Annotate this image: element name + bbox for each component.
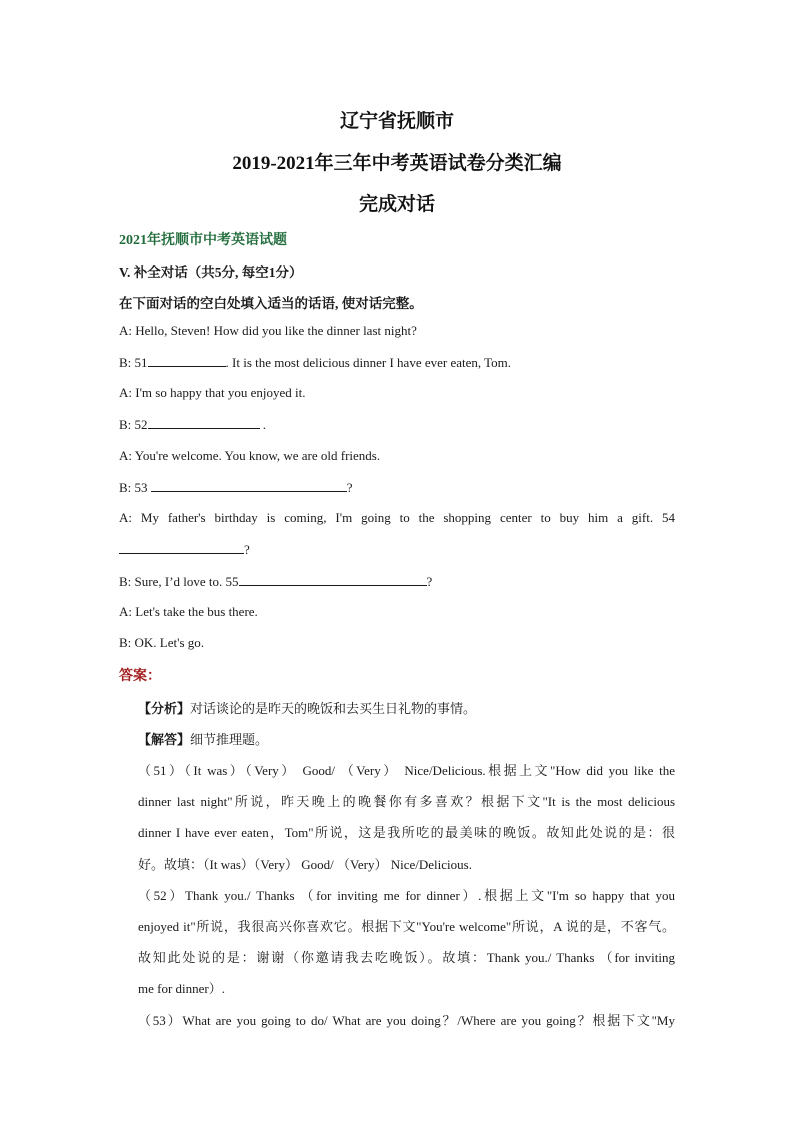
dialogue-line-8-rest: ? bbox=[244, 542, 250, 557]
dialogue-line-11: B: OK. Let's go. bbox=[119, 635, 205, 650]
blank-54 bbox=[119, 541, 244, 554]
solution-tag: 【解答】 bbox=[138, 732, 191, 747]
blank-53-label: B: 53 bbox=[119, 480, 151, 495]
answer-51-line-4: 好。故填：（It was）（Very） Good/ （Very） Nice/Delicious. bbox=[138, 857, 472, 872]
solution-text: 细节推理题。 bbox=[190, 732, 269, 747]
dialogue-line-10: A: Let's take the bus there. bbox=[119, 604, 258, 619]
answer-52-line-4: me for dinner）. bbox=[138, 981, 226, 996]
blank-53 bbox=[151, 479, 347, 492]
instruction-text: 在下面对话的空白处填入适当的话语, 使对话完整。 bbox=[119, 296, 423, 311]
blank-52 bbox=[148, 416, 260, 429]
dialogue-line-4-rest: . bbox=[259, 417, 267, 432]
blank-55-label: B: Sure, I’d love to. 55 bbox=[119, 574, 239, 589]
dialogue-line-6-rest: ? bbox=[346, 480, 353, 495]
answer-label: 答案： bbox=[119, 669, 161, 684]
answer-51-line-1: （51）（It was）（Very） Good/ （Very） Nice/Delicious.根据上文"How did you like the bbox=[138, 763, 675, 778]
blank-51 bbox=[148, 354, 226, 367]
answer-51-line-3: dinner I have ever eaten，Tom"所说，这是我所吃的最美味的晚饭。故知此处说的是：很 bbox=[138, 825, 675, 840]
analysis-tag: 【分析】 bbox=[138, 701, 191, 716]
page-title-region: 辽宁省抚顺市 bbox=[339, 111, 454, 132]
section-heading: V. 补全对话（共5分, 每空1分） bbox=[119, 265, 303, 280]
analysis-text: 对话谈论的是昨天的晚饭和去买生日礼物的事情。 bbox=[190, 701, 477, 716]
dialogue-line-2 bbox=[119, 354, 675, 371]
dialogue-line-3: A: I'm so happy that you enjoyed it. bbox=[119, 385, 306, 400]
answer-51-line-2: dinner last night"所说，昨天晚上的晚餐你有多喜欢？根据下文"It is the most delicious bbox=[138, 794, 675, 809]
dialogue-line-1: A: Hello, Steven! How did you like the dinner last night? bbox=[119, 323, 417, 338]
answer-52-line-1: （52）Thank you./ Thanks （for inviting me for dinner）.根据上文"I'm so happy that you bbox=[138, 888, 675, 903]
dialogue-line-8 bbox=[119, 541, 675, 558]
solution-line bbox=[138, 729, 675, 748]
blank-51-label: B: 51 bbox=[119, 355, 148, 370]
dialogue-line-9 bbox=[119, 573, 675, 590]
analysis-line bbox=[138, 698, 675, 717]
page-title-topic: 完成对话 bbox=[358, 194, 435, 215]
dialogue-line-4 bbox=[119, 416, 675, 433]
page-title-main: 2019-2021年三年中考英语试卷分类汇编 bbox=[232, 153, 562, 174]
year-heading: 2021年抚顺市中考英语试题 bbox=[119, 233, 287, 248]
dialogue-line-2-rest: . It is the most delicious dinner I have ever eaten, Tom. bbox=[225, 355, 512, 370]
answer-53-line-1: （53）What are you going to do/ What are you doing？/Where are you going？根据下文"My bbox=[138, 1013, 675, 1028]
dialogue-line-7: A: My father's birthday is coming, I'm going to the shopping center to buy him a gift. 54 bbox=[119, 510, 675, 525]
answer-52-line-3: 故知此处说的是：谢谢（你邀请我去吃晚饭）。故填：Thank you./ Thanks （for inviting bbox=[138, 950, 675, 965]
dialogue-line-5: A: You're welcome. You know, we are old friends. bbox=[119, 448, 381, 463]
blank-55 bbox=[239, 573, 427, 586]
answer-52-line-2: enjoyed it"所说，我很高兴你喜欢它。根据下文"You're welcome"所说，A 说的是，不客气。 bbox=[138, 919, 675, 934]
dialogue-line-6 bbox=[119, 479, 675, 496]
blank-52-label: B: 52 bbox=[119, 417, 148, 432]
dialogue-line-9-rest: ? bbox=[426, 574, 433, 589]
